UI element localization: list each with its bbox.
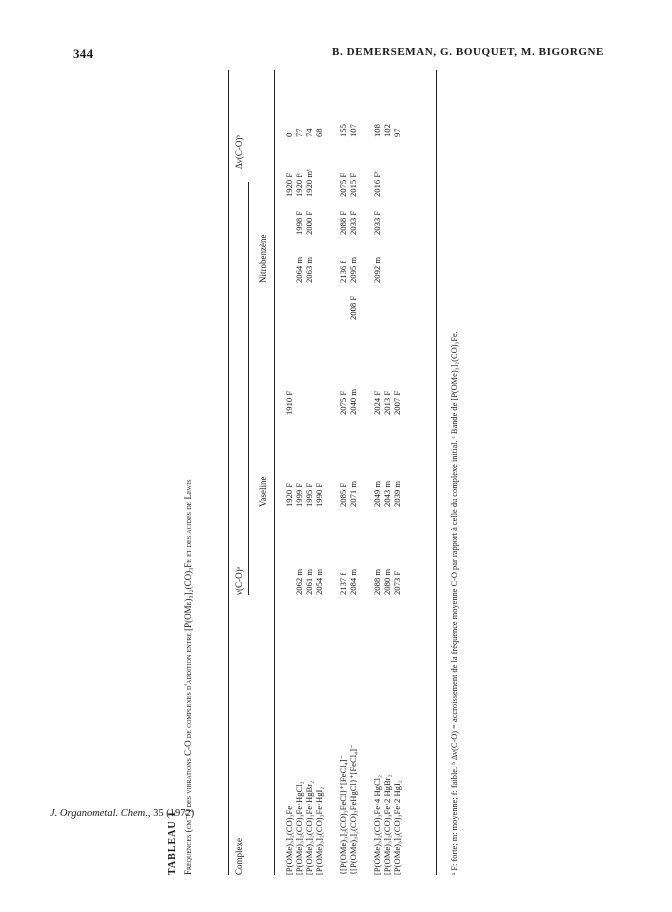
cell-nitrobenzene: 1920 F [284, 172, 294, 197]
cell-complexe: [P(OMe)₃]₂(CO)₃Fe·HgCl₂ [294, 781, 304, 875]
cell-complexe: [P(OMe)₃]₂(CO)₃Fe [284, 805, 294, 875]
cell-complexe: [P(OMe)₃]₂(CO)₃Fe·HgBr₂ [304, 780, 314, 875]
cell-vaseline: 2043 m [382, 480, 392, 507]
header-complexe: Complexe [234, 838, 244, 875]
table-footnote: ᵃ F: forte; m: moyenne; f: faible. ᵇ Δν(C-O) = accroissement de la fréquence moyenne C-O par rapport à celle du complexe initial. ᶜ Bande de [P(OMe)₃]₂(CO)₃Fe. [450, 331, 459, 875]
cell-nitrobenzene: 2063 m [304, 256, 314, 283]
table-bottom-rule [436, 70, 437, 875]
cell-vaseline: 2007 F [392, 390, 402, 415]
cell-nitrobenzene: 1998 F [294, 210, 304, 235]
cell-vaseline: 2061 m [304, 568, 314, 595]
cell-nitrobenzene: 2000 F [304, 210, 314, 235]
table-caption [166, 235, 195, 875]
cell-nitrobenzene: 1920 mᶜ [304, 168, 314, 197]
header-bottom-rule [274, 70, 275, 875]
cell-vaseline: 2071 m [348, 480, 358, 507]
cell-complexe: {[P(OMe)₃]₂(CO)₃FeCl}⁺[FeCl₄]⁻ [338, 754, 348, 875]
cell-vaseline: 2084 m [348, 568, 358, 595]
cell-nitrobenzene: 2033 F [348, 210, 358, 235]
rotated-table-block [166, 70, 466, 875]
table-top-rule [228, 70, 229, 875]
cell-nitrobenzene: 2033 F [372, 210, 382, 235]
journal-volume: 35 (1972) [153, 808, 195, 819]
cell-vaseline: 2062 m [294, 568, 304, 595]
cell-delta-nu: 0 [284, 132, 294, 137]
cell-nitrobenzene: 2075 F [338, 172, 348, 197]
cell-delta-nu: 155 [338, 124, 348, 137]
cell-complexe: {[P(OMe)₃]₂(CO)₃FeHgCl}⁺[FeCl₄]⁻ [348, 744, 358, 875]
cell-vaseline: 1995 F [304, 482, 314, 507]
cell-vaseline: 2040 m [348, 388, 358, 415]
header-nu-co: ν(C-O)ᵃ [234, 566, 244, 595]
cell-delta-nu: 68 [314, 128, 324, 137]
cell-delta-nu: 77 [294, 128, 304, 137]
cell-delta-nu: 97 [392, 128, 402, 137]
cell-complexe: [P(OMe)₃]₂(CO)₃Fe·HgI₂ [314, 786, 324, 875]
cell-delta-nu: 108 [372, 124, 382, 137]
cell-nitrobenzene: 2088 F [338, 210, 348, 235]
cell-complexe: [P(OMe)₃]₂(CO)₃Fe·4 HgCl₂ [372, 774, 382, 875]
cell-vaseline: 2137 f [338, 572, 348, 595]
cell-vaseline: 1999 F [294, 482, 304, 507]
journal-name: J. Organometal. Chem., [50, 808, 151, 819]
cell-complexe: [P(OMe)₃]₂(CO)₃Fe·2 HgBr₂ [382, 774, 392, 875]
cell-nitrobenzene: 1920 fᶜ [294, 172, 304, 197]
cell-vaseline: 1990 F [314, 482, 324, 507]
cell-vaseline: 2013 F [382, 390, 392, 415]
running-head-authors: B. DEMERSEMAN, G. BOUQUET, M. BIGORGNE [332, 46, 604, 58]
page-number: 344 [73, 46, 94, 61]
cell-vaseline: 2039 m [392, 480, 402, 507]
cell-vaseline: 2088 m [372, 568, 382, 595]
cell-vaseline: 2080 m [382, 568, 392, 595]
cell-nitrobenzene: 2095 m [348, 256, 358, 283]
cell-delta-nu: 102 [382, 124, 392, 137]
cell-vaseline: 2049 m [372, 480, 382, 507]
cell-vaseline: 2024 F [372, 390, 382, 415]
cell-vaseline: 1920 F [284, 482, 294, 507]
cell-vaseline: 2008 F [348, 295, 358, 320]
header-nitrobenzene: Nitrobenzène [258, 234, 268, 283]
header-delta-nu: Δν(C-O)ᵇ [234, 134, 244, 169]
header-sub-rule [248, 182, 249, 595]
table-label: TABLEAU 1 [167, 810, 178, 875]
cell-nitrobenzene: 2016 Fᶜ [372, 170, 382, 197]
cell-nitrobenzene: 2092 m [372, 256, 382, 283]
header-vaseline: Vaseline [258, 476, 268, 507]
cell-vaseline: 1910 F [284, 390, 294, 415]
cell-vaseline: 2054 m [314, 568, 324, 595]
cell-vaseline: 2075 F [338, 390, 348, 415]
cell-nitrobenzene: 2064 m [294, 256, 304, 283]
cell-vaseline: 2073 F [392, 570, 402, 595]
cell-delta-nu: 107 [348, 124, 358, 137]
cell-vaseline: 2085 F [338, 482, 348, 507]
cell-complexe: [P(OMe)₃]₂(CO)₃Fe·2 HgI₂ [392, 780, 402, 875]
table-caption-text: Fréquences (cm⁻¹) des vibrations C-O de complexes d'addition entre [P(OMe)₃]₂(CO)₃Fe et des acides de Lewis [183, 479, 193, 875]
cell-nitrobenzene: 2136 f [338, 260, 348, 283]
cell-delta-nu: 74 [304, 128, 314, 137]
cell-nitrobenzene: 2015 F [348, 172, 358, 197]
